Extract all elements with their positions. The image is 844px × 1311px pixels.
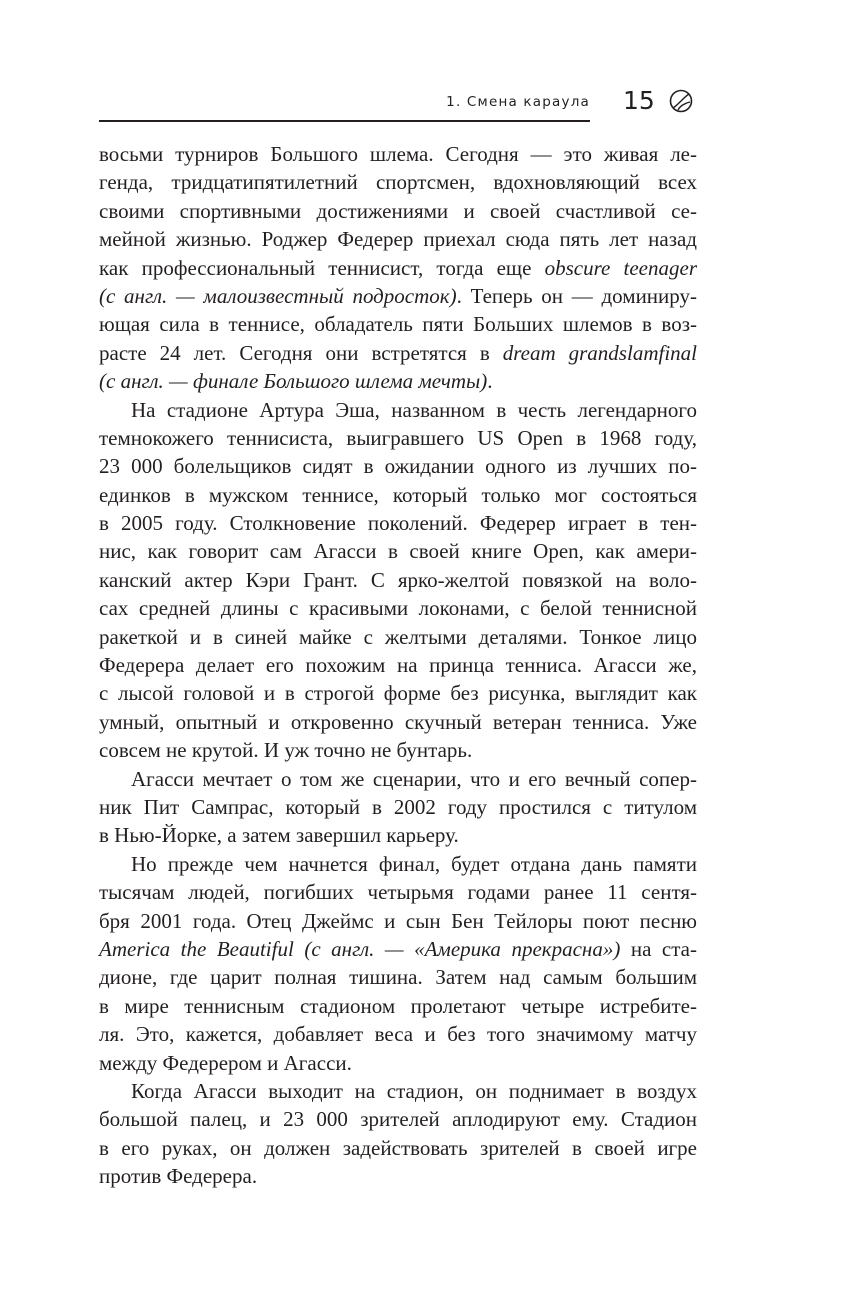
text-segment: ракеткой и в синей майке с желтыми деталями. Тонкое лицо	[99, 624, 697, 649]
text-line	[99, 140, 697, 168]
text-line	[99, 452, 697, 480]
text-line	[99, 282, 697, 310]
italic-text: (с англ. — финале Большого шлема мечты)	[99, 369, 488, 394]
text-segment: На стадионе Артура Эша, названном в честь легендарного	[131, 397, 697, 422]
text-line	[99, 651, 697, 679]
italic-text: obscure teenager	[544, 255, 697, 280]
text-line	[99, 424, 697, 452]
text-line	[99, 396, 697, 424]
italic-text: (с англ. — малоизвестный подросток)	[99, 283, 457, 308]
paragraph	[99, 765, 697, 850]
text-line	[99, 623, 697, 651]
text-segment: канский актер Кэри Грант. С ярко-желтой повязкой на воло-	[99, 567, 697, 592]
text-line	[99, 1077, 697, 1105]
text-segment: ля. Это, кажется, добавляет веса и без того значимому матчу	[99, 1022, 697, 1047]
text-line	[99, 708, 697, 736]
text-line	[99, 254, 697, 282]
text-line	[99, 367, 697, 395]
text-line	[99, 1105, 697, 1133]
text-segment: в Нью-Йорке, а затем завершил карьеру.	[99, 823, 459, 848]
running-title: 1. Смена караула	[446, 94, 590, 110]
italic-text: dream grandslamfinal	[502, 340, 697, 365]
paragraph	[99, 850, 697, 1077]
text-segment: ющая сила в теннисе, обладатель пяти Больших шлемов в воз-	[99, 312, 697, 337]
text-line	[99, 850, 697, 878]
text-line	[99, 907, 697, 935]
text-line	[99, 310, 697, 338]
text-line	[99, 736, 697, 764]
text-line	[99, 197, 697, 225]
body-text	[99, 140, 697, 1190]
text-line	[99, 765, 697, 793]
text-segment: большой палец, и 23 000 зрителей аплодируют ему. Стадион	[99, 1107, 697, 1132]
text-line	[99, 168, 697, 196]
text-segment: своими спортивными достижениями и своей счастливой се-	[99, 198, 697, 223]
page-header	[99, 84, 699, 124]
paragraph	[99, 140, 697, 396]
text-line	[99, 566, 697, 594]
tennis-ball-icon	[669, 89, 693, 113]
page-number: 15	[623, 86, 655, 115]
text-line	[99, 935, 697, 963]
text-segment: в мире теннисным стадионом пролетают четыре истребите-	[99, 993, 697, 1018]
text-segment: в его руках, он должен задействовать зрителей в своей игре	[99, 1135, 697, 1160]
text-segment: совсем не крутой. И уж точно не бунтарь.	[99, 738, 473, 763]
text-line	[99, 878, 697, 906]
text-line	[99, 481, 697, 509]
text-segment: на ста-	[620, 936, 697, 961]
text-line	[99, 1134, 697, 1162]
paragraph	[99, 396, 697, 765]
text-segment: бря 2001 года. Отец Джеймс и сын Бен Тейлоры поют песню	[99, 908, 697, 933]
header-rule	[99, 120, 590, 122]
text-line	[99, 509, 697, 537]
text-segment: как профессиональный теннисист, тогда еще	[99, 255, 545, 280]
text-segment: дионе, где царит полная тишина. Затем над самым большим	[99, 965, 697, 990]
text-segment: Федерера делает его похожим на принца тенниса. Агасси же,	[99, 653, 697, 678]
text-segment: Агасси мечтает о том же сценарии, что и его вечный сопер-	[131, 766, 697, 791]
text-line	[99, 594, 697, 622]
text-segment: в 2005 году. Столкновение поколений. Федерер играет в тен-	[99, 511, 697, 536]
text-line	[99, 793, 697, 821]
italic-text: America the Beautiful (с англ. — «Америка прекрасна»)	[99, 936, 621, 961]
text-line	[99, 225, 697, 253]
text-segment: 23 000 болельщиков сидят в ожидании одного из лучших по-	[99, 454, 697, 479]
text-segment: темнокожего теннисиста, выигравшего US Open в 1968 году,	[99, 425, 697, 450]
text-segment: между Федерером и Агасси.	[99, 1050, 352, 1075]
text-segment: единков в мужском теннисе, который только мог состояться	[99, 482, 697, 507]
text-segment: Когда Агасси выходит на стадион, он поднимает в воздух	[131, 1078, 697, 1103]
paragraph	[99, 1077, 697, 1191]
text-segment: нис, как говорит сам Агасси в своей книге Open, как амери-	[99, 539, 697, 564]
text-segment: . Теперь он — доминиру-	[456, 283, 697, 308]
text-line	[99, 963, 697, 991]
text-line	[99, 992, 697, 1020]
text-segment: с лысой головой и в строгой форме без рисунка, выглядит как	[99, 681, 697, 706]
text-segment: тысячам людей, погибших четырьмя годами ранее 11 сентя-	[99, 880, 697, 905]
text-line	[99, 537, 697, 565]
text-segment: умный, опытный и откровенно скучный ветеран тенниса. Уже	[99, 709, 697, 734]
text-segment: Но прежде чем начнется финал, будет отдана дань памяти	[131, 851, 697, 876]
text-segment: сах средней длины с красивыми локонами, с белой теннисной	[99, 596, 697, 621]
text-segment: против Федерера.	[99, 1164, 258, 1189]
text-line	[99, 1162, 697, 1190]
text-line	[99, 679, 697, 707]
text-segment: генда, тридцатипятилетний спортсмен, вдохновляющий всех	[99, 170, 697, 195]
text-line	[99, 339, 697, 367]
text-segment: мейной жизнью. Роджер Федерер приехал сюда пять лет назад	[99, 227, 697, 252]
text-line	[99, 1020, 697, 1048]
text-segment: .	[487, 369, 493, 394]
text-line	[99, 1049, 697, 1077]
text-line	[99, 821, 697, 849]
text-segment: расте 24 лет. Сегодня они встретятся в	[99, 340, 503, 365]
text-segment: ник Пит Сампрас, который в 2002 году простился с титулом	[99, 794, 697, 819]
text-segment: восьми турниров Большого шлема. Сегодня — это живая ле-	[99, 142, 697, 166]
